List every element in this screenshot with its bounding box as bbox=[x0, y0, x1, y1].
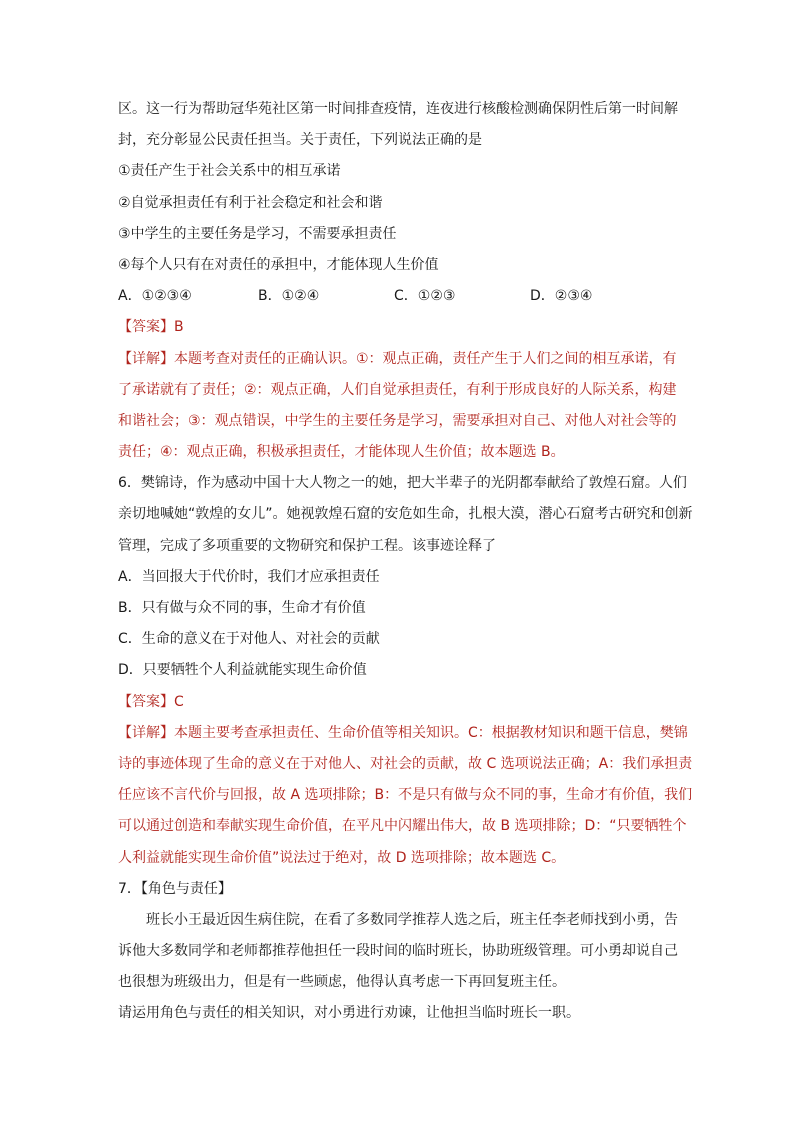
q5-detail-line-2: 了承诺就有了责任；②：观点正确，人们自觉承担责任，有利于形成良好的人际关系，构建 bbox=[118, 381, 677, 398]
q5-detail-line-1: 【详解】本题考查对责任的正确认识。①：观点正确，责任产生于人们之间的相互承诺，有 bbox=[118, 350, 677, 367]
q7-material-line-3: 也很想为班级出力，但是有一些顾虑，他得认真考虑一下再回复班主任。 bbox=[118, 974, 566, 991]
q6-detail-line-5: 人利益就能实现生命价值”说法过于绝对，故 D 选项排除；故本题选 C。 bbox=[118, 849, 566, 866]
q5-detail-line-4: 责任；④：观点正确，积极承担责任，才能体现人生价值；故本题选 B。 bbox=[118, 444, 565, 461]
q7-heading: 7．【角色与责任】 bbox=[118, 880, 232, 897]
q5-item-4: ④每个人只有在对责任的承担中，才能体现人生价值 bbox=[118, 256, 439, 273]
q7-question: 请运用角色与责任的相关知识，对小勇进行劝谏，让他担当临时班长一职。 bbox=[118, 1005, 580, 1022]
q5-item-1: ①责任产生于社会关系中的相互承诺 bbox=[118, 163, 341, 180]
q7-material-line-2: 诉他大多数同学和老师都推荐他担任一段时间的临时班长，协助班级管理。可小勇却说自己 bbox=[118, 943, 678, 960]
q5-item-2: ②自觉承担责任有利于社会稳定和社会和谐 bbox=[118, 194, 383, 211]
q6-detail-line-1: 【详解】本题主要考查承担责任、生命价值等相关知识。C：根据教材知识和题干信息，樊锦 bbox=[118, 724, 688, 741]
q6-detail-line-4: 可以通过创造和奉献实现生命价值，在平凡中闪耀出伟大，故 B 选项排除；D：“只要牺牲个 bbox=[118, 818, 687, 835]
q6-option-a: A．当回报大于代价时，我们才应承担责任 bbox=[118, 568, 380, 585]
q5-item-3: ③中学生的主要任务是学习，不需要承担责任 bbox=[118, 225, 397, 242]
q6-stem-line-1: 6．樊锦诗，作为感动中国十大人物之一的她，把大半辈子的光阴都奉献给了敦煌石窟。人们 bbox=[118, 475, 687, 492]
q5-options bbox=[118, 281, 678, 312]
q6-option-b: B．只有做与众不同的事，生命才有价值 bbox=[118, 600, 366, 616]
q6-stem-line-3: 管理，完成了多项重要的文物研究和保护工程。该事迹诠释了 bbox=[118, 537, 496, 554]
q5-option-c: C．①②③ bbox=[394, 288, 456, 305]
q6-option-d: D．只要牺牲个人利益就能实现生命价值 bbox=[118, 662, 367, 679]
q5-option-b: B．①②④ bbox=[258, 288, 320, 305]
q5-option-d: D．②③④ bbox=[530, 288, 593, 305]
q6-detail-line-3: 任应该不言代价与回报，故 A 选项排除；B：不是只有做与众不同的事，生命才有价值，我们 bbox=[118, 787, 693, 804]
q6-stem-line-2: 亲切地喊她“敦煌的女儿”。她视敦煌石窟的安危如生命，扎根大漠，潜心石窟考古研究和创新 bbox=[118, 506, 693, 523]
q5-stem-line-2: 封，充分彰显公民责任担当。关于责任，下列说法正确的是 bbox=[118, 132, 482, 149]
q5-answer: 【答案】B bbox=[118, 319, 184, 336]
q5-stem-line-1: 区。这一行为帮助冠华苑社区第一时间排查疫情，连夜进行核酸检测确保阴性后第一时间解 bbox=[118, 101, 678, 117]
q7-material-line-1: 班长小王最近因生病住院，在看了多数同学推荐人选之后，班主任李老师找到小勇，告 bbox=[146, 911, 678, 928]
q6-option-c: C．生命的意义在于对他人、对社会的贡献 bbox=[118, 631, 380, 648]
q5-detail-line-3: 和谐社会；③：观点错误，中学生的主要任务是学习，需要承担对自己、对他人对社会等的 bbox=[118, 412, 677, 429]
q6-answer: 【答案】C bbox=[118, 693, 184, 710]
q6-detail-line-2: 诗的事迹体现了生命的意义在于对他人、对社会的贡献，故 C 选项说法正确；A：我们承担责 bbox=[118, 755, 693, 772]
q5-option-a: A．①②③④ bbox=[118, 288, 192, 305]
document-page bbox=[118, 94, 693, 1030]
